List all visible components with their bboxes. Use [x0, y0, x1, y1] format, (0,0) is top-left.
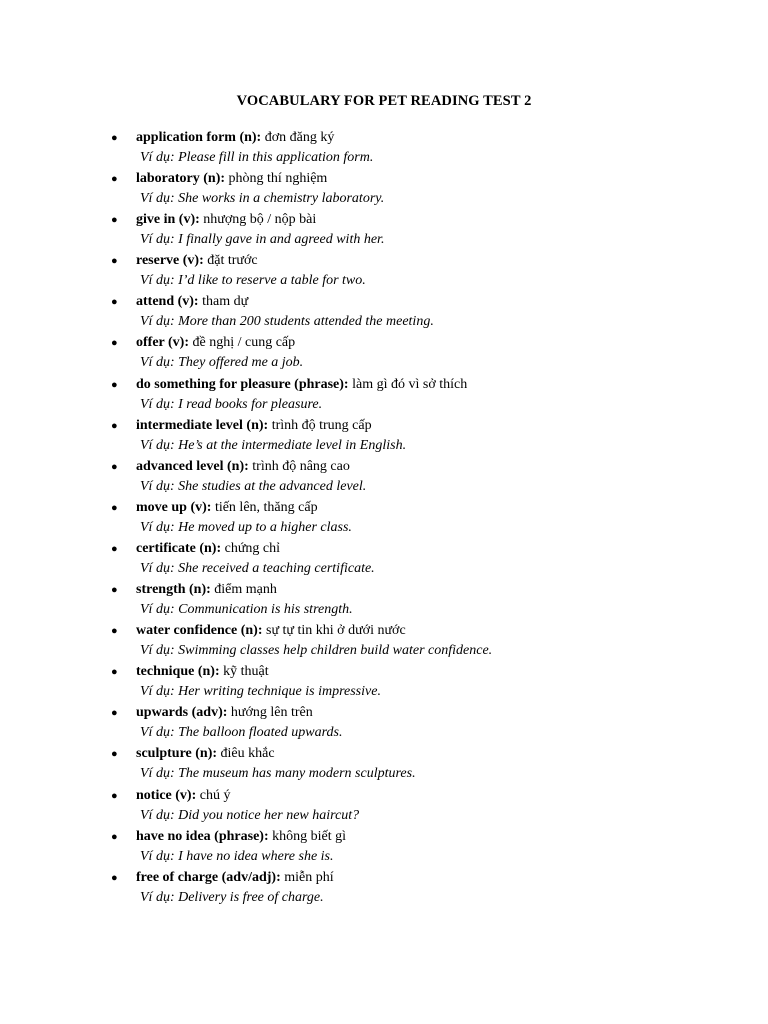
- example-sentence: The balloon floated upwards.: [178, 725, 343, 741]
- example-prefix: Ví dụ:: [140, 355, 175, 371]
- term-line: [136, 169, 327, 189]
- bullet-icon: ●: [111, 296, 118, 309]
- example-line: [140, 189, 384, 209]
- term-line: [136, 333, 295, 353]
- vocab-term: certificate (n):: [136, 540, 222, 556]
- vocab-term: have no idea (phrase):: [136, 828, 269, 844]
- bullet-icon: ●: [111, 830, 118, 843]
- term-line: [136, 375, 467, 395]
- example-sentence: He’s at the intermediate level in English.: [178, 437, 407, 453]
- list-item: [0, 457, 768, 498]
- list-item: [0, 621, 768, 662]
- bullet-icon: ●: [111, 707, 118, 720]
- example-line: [140, 436, 406, 456]
- vocab-term: give in (v):: [136, 212, 200, 228]
- example-prefix: Ví dụ:: [140, 848, 175, 864]
- example-prefix: Ví dụ:: [140, 478, 175, 494]
- page-title: VOCABULARY FOR PET READING TEST 2: [236, 93, 532, 109]
- bullet-icon: ●: [111, 584, 118, 597]
- term-line: [136, 251, 258, 271]
- example-sentence: They offered me a job.: [178, 355, 304, 371]
- vocab-meaning: phòng thí nghiệm: [228, 171, 328, 187]
- example-prefix: Ví dụ:: [140, 889, 175, 905]
- example-prefix: Ví dụ:: [140, 519, 175, 535]
- example-sentence: I read books for pleasure.: [178, 396, 323, 412]
- example-sentence: She studies at the advanced level.: [178, 478, 367, 494]
- term-line: [136, 868, 334, 888]
- vocab-term: laboratory (n):: [136, 171, 226, 187]
- example-line: [140, 847, 334, 867]
- example-prefix: Ví dụ:: [140, 684, 175, 700]
- example-sentence: I’d like to reserve a table for two.: [178, 273, 366, 289]
- term-line: [136, 786, 230, 806]
- example-line: [140, 888, 324, 908]
- term-line: [136, 539, 280, 559]
- bullet-icon: ●: [111, 625, 118, 638]
- example-sentence: Delivery is free of charge.: [178, 889, 324, 905]
- example-line: [140, 477, 366, 497]
- list-item: [0, 292, 768, 333]
- example-prefix: Ví dụ:: [140, 437, 175, 453]
- vocabulary-list: [0, 128, 768, 909]
- vocab-meaning: làm gì đó vì sở thích: [352, 376, 468, 392]
- term-line: [136, 662, 269, 682]
- term-line: [136, 416, 372, 436]
- list-item: [0, 827, 768, 868]
- list-item: [0, 375, 768, 416]
- list-item: [0, 210, 768, 251]
- example-line: [140, 764, 416, 784]
- vocab-term: sculpture (n):: [136, 746, 218, 762]
- example-prefix: Ví dụ:: [140, 273, 175, 289]
- example-sentence: Communication is his strength.: [178, 602, 353, 618]
- example-prefix: Ví dụ:: [140, 232, 175, 248]
- vocab-term: do something for pleasure (phrase):: [136, 376, 349, 392]
- vocab-term: intermediate level (n):: [136, 417, 269, 433]
- example-line: [140, 600, 353, 620]
- example-line: [140, 518, 352, 538]
- vocab-meaning: không biết gì: [272, 828, 347, 844]
- list-item: [0, 416, 768, 457]
- vocab-term: strength (n):: [136, 582, 211, 598]
- bullet-icon: ●: [111, 666, 118, 679]
- example-prefix: Ví dụ:: [140, 807, 175, 823]
- bullet-icon: ●: [111, 132, 118, 144]
- example-prefix: Ví dụ:: [140, 150, 175, 165]
- vocab-meaning: điêu khắc: [220, 746, 275, 762]
- vocab-term: reserve (v):: [136, 253, 204, 269]
- example-sentence: She works in a chemistry laboratory.: [178, 191, 385, 207]
- example-sentence: Did you notice her new haircut?: [178, 807, 360, 823]
- vocab-term: advanced level (n):: [136, 458, 249, 474]
- example-sentence: Her writing technique is impressive.: [178, 684, 381, 700]
- bullet-icon: ●: [111, 255, 118, 268]
- vocab-term: free of charge (adv/adj):: [136, 869, 281, 885]
- list-item: [0, 868, 768, 909]
- example-sentence: Swimming classes help children build water confidence.: [178, 643, 493, 659]
- example-sentence: She received a teaching certificate.: [178, 560, 375, 576]
- term-line: [136, 827, 346, 847]
- list-item: [0, 251, 768, 292]
- example-line: [140, 559, 375, 579]
- vocab-meaning: miễn phí: [284, 869, 334, 885]
- list-item: [0, 580, 768, 621]
- vocab-term: technique (n):: [136, 664, 220, 680]
- term-line: [136, 621, 406, 641]
- vocab-meaning: trình độ trung cấp: [271, 417, 372, 433]
- bullet-icon: ●: [111, 378, 118, 391]
- list-item: [0, 169, 768, 210]
- vocab-meaning: chứng chỉ: [224, 540, 281, 556]
- example-line: [140, 148, 373, 168]
- example-prefix: Ví dụ:: [140, 314, 175, 330]
- vocab-meaning: tham dự: [202, 294, 249, 310]
- list-item: [0, 744, 768, 785]
- example-line: [140, 312, 434, 332]
- list-item: [0, 128, 768, 169]
- vocab-meaning: chú ý: [199, 787, 231, 803]
- list-item: [0, 498, 768, 539]
- example-sentence: The museum has many modern sculptures.: [178, 766, 416, 782]
- vocab-meaning: điểm mạnh: [214, 582, 277, 598]
- vocab-term: water confidence (n):: [136, 623, 263, 639]
- bullet-icon: ●: [111, 542, 118, 555]
- example-line: [140, 806, 359, 826]
- vocab-meaning: đơn đăng ký: [264, 130, 335, 145]
- list-item: [0, 333, 768, 374]
- example-line: [140, 682, 381, 702]
- vocab-meaning: sự tự tin khi ở dưới nước: [266, 623, 406, 639]
- bullet-icon: ●: [111, 460, 118, 473]
- example-line: [140, 723, 343, 743]
- list-item: [0, 786, 768, 827]
- example-line: [140, 271, 366, 291]
- bullet-icon: ●: [111, 173, 118, 186]
- vocab-term: upwards (adv):: [136, 705, 228, 721]
- term-line: [136, 703, 313, 723]
- term-line: [136, 744, 275, 764]
- example-line: [140, 395, 322, 415]
- example-line: [140, 353, 303, 373]
- list-item: [0, 539, 768, 580]
- bullet-icon: ●: [111, 337, 118, 350]
- bullet-icon: ●: [111, 214, 118, 227]
- example-prefix: Ví dụ:: [140, 766, 175, 782]
- example-sentence: He moved up to a higher class.: [178, 519, 352, 535]
- term-line: [136, 128, 334, 148]
- vocab-meaning: tiến lên, thăng cấp: [214, 499, 318, 515]
- term-line: [136, 292, 248, 312]
- vocab-term: application form (n):: [136, 130, 262, 145]
- vocab-meaning: hướng lên trên: [230, 705, 313, 721]
- example-line: [140, 230, 384, 250]
- example-prefix: Ví dụ:: [140, 643, 175, 659]
- example-prefix: Ví dụ:: [140, 396, 175, 412]
- term-line: [136, 580, 277, 600]
- vocab-meaning: đề nghị / cung cấp: [192, 335, 296, 351]
- vocab-meaning: kỹ thuật: [223, 664, 269, 680]
- bullet-icon: ●: [111, 789, 118, 802]
- bullet-icon: ●: [111, 748, 118, 761]
- example-prefix: Ví dụ:: [140, 191, 175, 207]
- list-item: [0, 662, 768, 703]
- term-line: [136, 210, 316, 230]
- vocab-term: notice (v):: [136, 787, 197, 803]
- example-sentence: I have no idea where she is.: [178, 848, 334, 864]
- term-line: [136, 498, 318, 518]
- example-line: [140, 641, 492, 661]
- vocab-term: move up (v):: [136, 499, 212, 515]
- vocab-meaning: nhượng bộ / nộp bài: [203, 212, 317, 228]
- example-sentence: Please fill in this application form.: [178, 150, 374, 165]
- example-prefix: Ví dụ:: [140, 560, 175, 576]
- vocab-term: attend (v):: [136, 294, 199, 310]
- vocab-term: offer (v):: [136, 335, 189, 351]
- term-line: [136, 457, 350, 477]
- example-prefix: Ví dụ:: [140, 725, 175, 741]
- vocab-meaning: đặt trước: [207, 253, 258, 269]
- example-prefix: Ví dụ:: [140, 602, 175, 618]
- example-sentence: More than 200 students attended the meeting.: [178, 314, 434, 330]
- example-sentence: I finally gave in and agreed with her.: [178, 232, 385, 248]
- bullet-icon: ●: [111, 501, 118, 514]
- bullet-icon: ●: [111, 871, 118, 884]
- vocab-meaning: trình độ nâng cao: [252, 458, 350, 474]
- list-item: [0, 703, 768, 744]
- bullet-icon: ●: [111, 419, 118, 432]
